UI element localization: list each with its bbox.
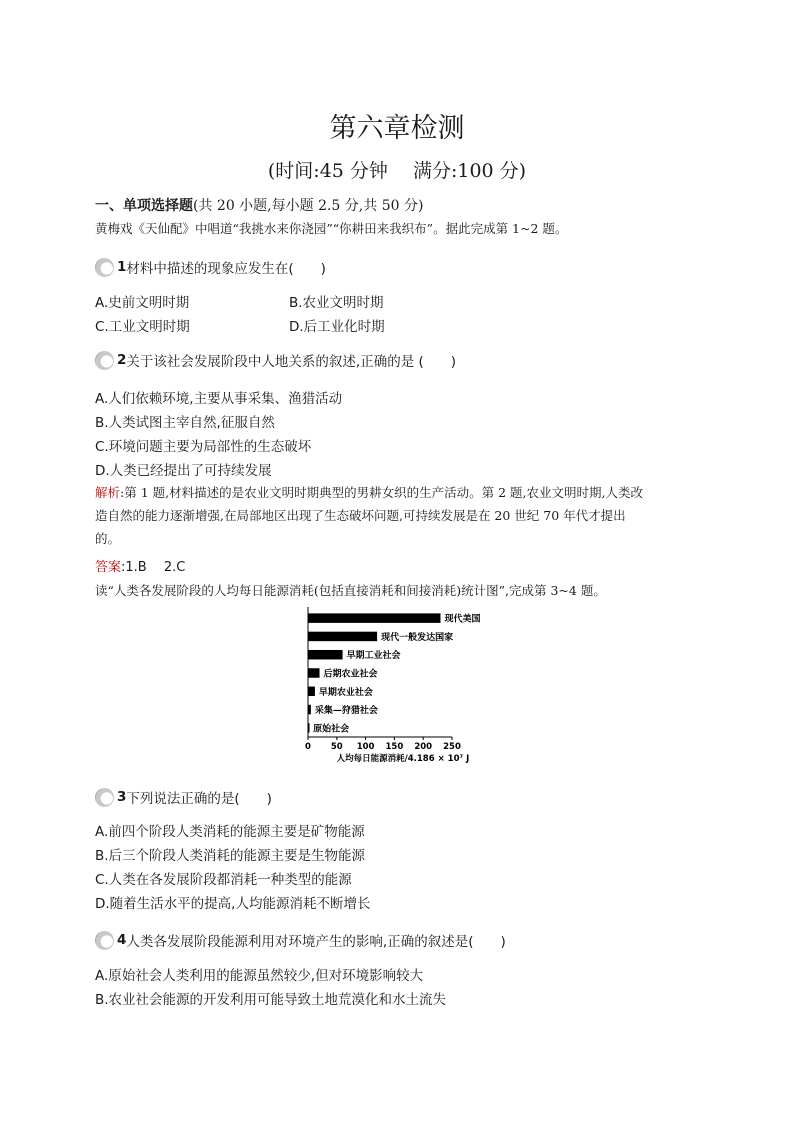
x-tick-label-3: 150 [385, 742, 404, 752]
x-tick-label-4: 200 [414, 742, 433, 752]
answer-tag: 答案 [95, 560, 122, 575]
question-stem: 材料中描述的现象应发生在( ) [126, 261, 326, 277]
q2-option-d[interactable]: D.人类已经提出了可持续发展 [95, 463, 272, 479]
x-tick-label-0: 0 [305, 742, 311, 752]
bar-label-1: 现代一般发达国家 [381, 632, 454, 643]
question-stem: 人类各发展阶段能源利用对环境产生的影响,正确的叙述是( ) [126, 934, 506, 950]
explanation-line-3: 的。 [95, 531, 121, 546]
q3-option-a[interactable]: A.前四个阶段人类消耗的能源主要是矿物能源 [95, 824, 365, 840]
question-marker-icon [95, 351, 114, 370]
question-number: 3 [117, 789, 127, 805]
x-axis-label: 人均每日能源消耗/4.186 × 10⁷ J [336, 754, 470, 764]
explanation-line-1 [95, 481, 643, 504]
q1-option-a[interactable]: A.史前文明时期 [95, 295, 190, 311]
page-title: 第六章检测 [329, 113, 465, 144]
question-3 [95, 787, 272, 807]
section-note: (共 20 小题,每小题 2.5 分,共 50 分) [193, 198, 424, 214]
q3-option-c[interactable]: C.人类在各发展阶段都消耗一种类型的能源 [95, 872, 352, 888]
question-1 [95, 257, 326, 277]
question-stem: 关于该社会发展阶段中人地关系的叙述,正确的是 ( ) [126, 354, 457, 370]
bar-label-6: 原始社会 [313, 724, 350, 735]
q3-option-d[interactable]: D.随着生活水平的提高,人均能源消耗不断增长 [95, 896, 371, 912]
question-number: 4 [117, 932, 127, 948]
section-heading [95, 195, 423, 215]
q1-option-b[interactable]: B.农业文明时期 [289, 295, 384, 311]
bar-0 [308, 613, 440, 623]
q4-option-a[interactable]: A.原始社会人类利用的能源虽然较少,但对环境影响较大 [95, 968, 424, 984]
question-number: 2 [117, 352, 127, 368]
bar-4 [308, 687, 315, 697]
answer [95, 556, 185, 575]
question-4 [95, 930, 506, 950]
bar-label-0: 现代美国 [444, 614, 481, 625]
section-title: 一、单项选择题 [95, 198, 193, 214]
question-marker-icon [95, 258, 114, 277]
x-tick-label-5: 250 [443, 742, 461, 752]
bar-label-2: 早期工业社会 [346, 651, 401, 662]
answer-text: :1.B 2.C [121, 560, 186, 575]
bar-3 [308, 668, 320, 678]
question-marker-icon [95, 788, 114, 807]
explanation [95, 481, 643, 550]
q2-option-c[interactable]: C.环境问题主要为局部性的生态破坏 [95, 439, 312, 455]
bar-label-4: 早期农业社会 [318, 687, 373, 698]
explanation-tag: 解析 [95, 485, 121, 500]
question-marker-icon [95, 931, 114, 950]
question-number: 1 [117, 259, 127, 275]
energy-consumption-chart [290, 603, 510, 768]
question-stem: 下列说法正确的是( ) [126, 791, 272, 807]
bar-label-5: 采集—狩猎社会 [314, 706, 378, 717]
bar-label-3: 后期农业社会 [323, 669, 378, 680]
q1-option-d[interactable]: D.后工业化时期 [289, 319, 385, 335]
material-intro-1: 黄梅戏《天仙配》中唱道“我挑水来你浇园”“你耕田来我织布”。据此完成第 1~2 题。 [95, 221, 568, 236]
q1-option-c[interactable]: C.工业文明时期 [95, 319, 190, 335]
q2-option-b[interactable]: B.人类试图主宰自然,征服自然 [95, 415, 275, 431]
bar-2 [308, 650, 343, 660]
q3-option-b[interactable]: B.后三个阶段人类消耗的能源主要是生物能源 [95, 848, 366, 864]
explanation-text-1: :第 1 题,材料描述的是农业文明时期典型的男耕女织的生产活动。第 2 题,农业文明时期,人类改 [120, 485, 643, 500]
question-2 [95, 350, 456, 370]
material-intro-2: 读“人类各发展阶段的人均每日能源消耗(包括直接消耗和间接消耗)统计图”,完成第 3~4 题。 [95, 583, 606, 598]
bar-1 [308, 632, 377, 642]
q4-option-b[interactable]: B.农业社会能源的开发利用可能导致土地荒漠化和水土流失 [95, 992, 447, 1008]
exam-info: (时间:45 分钟 满分:100 分) [267, 160, 527, 182]
x-tick-label-2: 100 [356, 742, 375, 752]
explanation-line-2: 造自然的能力逐渐增强,在局部地区出现了生态破坏问题,可持续发展是在 20 世纪 70 年代才提出 [95, 508, 626, 523]
q2-option-a[interactable]: A.人们依赖环境,主要从事采集、渔猎活动 [95, 391, 343, 407]
x-tick-label-1: 50 [330, 742, 343, 752]
